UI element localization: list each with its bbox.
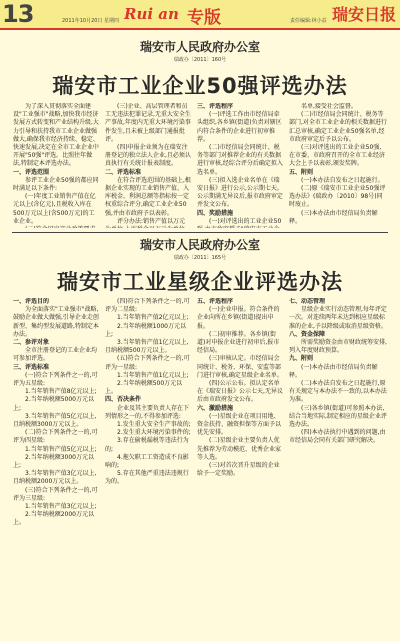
paragraph: 3.当年销售产值1亿元以上,且纳税额500万元以上。	[105, 339, 189, 355]
paragraph: (四)公示公布。拟认定名单在《瑞安日报》公示七天,无异议后由市政府发文公布。	[197, 380, 283, 404]
editor-line: 责任编辑:林小益	[290, 18, 327, 24]
article2-column-2	[105, 298, 191, 634]
section-heading: 五、评选程序	[197, 298, 234, 305]
paragraph: (一)对评选出的工业企业50	[209, 217, 282, 225]
paragraph: (二)市经信局会同统计、税务等部门,对全市工业企业的相关数据进行汇总审核,确定工业企业50强名单,经市政府审定后予以公布。	[289, 111, 387, 143]
article2-column-1	[13, 298, 99, 634]
paragraph: 参评工业企业50强的都应同时满足以下条件:	[13, 176, 99, 193]
article2-doc-number: 瑞政办〔2011〕165号	[173, 255, 227, 261]
article-divider	[12, 232, 388, 233]
section-heading: 三、评选标准	[13, 363, 50, 371]
paragraph: (一)星级企业在项目用地、资金扶持、融资担保等方面予以优先安排。	[197, 412, 282, 437]
paragraph: 5.存在其他严重违法违规行为的。	[105, 470, 189, 486]
paragraph: (三)对首次晋升星级的企业给予一定奖励。	[197, 462, 280, 478]
paragraph: 评分办法:销售产值以万元	[117, 217, 186, 225]
paragraph: (二)初审推荐。各乡镇(街道)对申报企业进行初审后,报市经信局。	[197, 330, 280, 355]
header-rule	[0, 28, 400, 30]
paragraph: 星级企业实行动态管理,每年评定一次。对连续两年未达到相应星级标准的企业,予以降级或取消星级资格。	[289, 306, 387, 330]
paragraph: (一)本办法由市经信局负责解释。	[289, 363, 378, 379]
section-heading: 六、激励措施	[197, 404, 234, 412]
section-heading: 二、评选标准	[105, 168, 142, 176]
paragraph: 1.当年销售产值2亿元以上;	[117, 314, 189, 322]
paragraph: 企业及其主要负责人存在下列情形之一的,不得参加评选:	[105, 404, 190, 420]
paragraph	[13, 226, 99, 228]
paragraph: 3.存在偷税漏税等违法行为的;	[105, 437, 189, 453]
section-heading: 九、附则	[289, 355, 314, 363]
paragraph: 2.当年纳税额2000万元以上。	[13, 511, 94, 527]
paragraph: 所需奖励资金由市财政统筹安排,列入年度财政预算。	[289, 339, 387, 355]
article1-column-1	[13, 103, 99, 228]
paragraph: 2.当年纳税额500万元以上。	[105, 380, 183, 396]
paragraph: 3.当年销售产值5亿元以上,且纳税额3000万元以上。	[13, 412, 97, 429]
paragraph: (三)对评选出的工业企业50强,在市委、市政府召开的全市工业经济大会上予以表彰,颁发奖牌。	[289, 144, 386, 168]
paragraph: 4.拖欠职工工资造成不良影响的;	[105, 453, 189, 470]
paragraph: (二)市经信局会同统计、税务等部门对推荐企业的有关数据进行审核,经综合评分后确定拟入选名单。	[197, 144, 283, 176]
paragraph: 2.当年纳税额3000万元以上;	[13, 453, 94, 470]
paragraph: 1.当年销售产值3亿元以上;	[25, 503, 97, 511]
article2-issuer: 瑞安市人民政府办公室	[139, 238, 260, 252]
section-heading: 四、奖励措施	[197, 209, 234, 217]
romanized-masthead: Rui an	[124, 5, 179, 23]
paragraph: (一)本办法自发布之日起施行。	[301, 176, 384, 184]
paragraph: 为全面落实"工业强市"战略,鼓励企业做大做强,引导企业走创新型、集约型发展道路,特制定本办法。	[13, 306, 99, 338]
paragraph: 全市注册登记的工业企业均可参加评选。	[13, 347, 98, 363]
paragraph: 为了深入贯彻落实全面建设"工业强市"战略,加快我市经济发展方式转变和产业结构升级,大力引导和扶持我市工业企业做强做大,确保我市经济持续、稳定、快速发展,决定在全市工业企业中开展"50强"评选。比照往年做法,特制定本评选办法。	[13, 103, 99, 168]
section-heading: 一、评选范围	[13, 168, 50, 176]
section-label: 专版	[187, 8, 221, 28]
date-line: 2011年10月20日 星期四	[62, 18, 120, 24]
section-heading: 一、评选目的	[13, 298, 50, 305]
paragraph: (三)拟入选企业名单在《瑞安日报》进行公示,公示期七天。公示期满无异议后,报市政府审定并发文公布。	[197, 176, 283, 209]
article1-column-2	[105, 103, 191, 228]
paragraph: 名单,接受社会监督。	[301, 103, 357, 110]
section-heading: 四、否决条件	[105, 396, 142, 404]
paragraph: (二)符合下列条件之一的,可评为四星级:	[13, 429, 98, 445]
article1-column-4	[289, 103, 387, 228]
section-heading: 五、附则	[289, 168, 314, 176]
paragraph: (四)申报企业须为在瑞安注册登记的独立法人企业,且必须认真执行有关统计报表制度。	[105, 144, 191, 168]
paragraph: (三)符合下列条件之一的,可评为三星级:	[13, 486, 98, 502]
paragraph: 1.当年销售产值8亿元以上;	[25, 388, 97, 396]
section-heading: 二、参评对象	[13, 339, 50, 347]
paragraph: 1.发生重大安全生产事故的;	[117, 421, 191, 429]
article2-title: 瑞安市工业星级企业评选办法	[57, 270, 343, 294]
paragraph: (一)企业申报。符合条件的企业向所在乡镇(街道)提出申报。	[197, 306, 280, 330]
paragraph: (一)符合下列条件之一的,可评为五星级:	[13, 371, 98, 388]
section-heading: 八、资金保障	[289, 330, 326, 338]
paragraph: 3.当年销售产值3亿元以上,且纳税额2000万元以上。	[13, 470, 97, 486]
paragraph: 2.当年纳税额5000万元以上;	[13, 396, 94, 412]
paragraph: (一)评选工作由市经信局牵头组织,各乡镇(街道)负责对辖区内符合条件的企业进行初审推荐。	[197, 111, 282, 143]
paragraph: 2.发生重大环境污染事件的;	[117, 429, 191, 437]
paragraph: (三)审核认定。市经信局会同统计、税务、环保、安监等部门进行审核,确定星级企业名单。	[197, 355, 283, 379]
section-heading: 七、动态管理	[289, 298, 326, 305]
paragraph: 1.当年销售产值5亿元以上;	[25, 445, 97, 453]
page-number: 13	[2, 0, 34, 28]
paragraph: (四)本办法执行中遇到的问题,由市经信局会同有关部门研究解决。	[289, 429, 386, 445]
paragraph: (五)符合下列条件之一的,可评为一星级:	[105, 355, 190, 371]
article2-column-4	[289, 298, 387, 634]
article1-title: 瑞安市工业企业50强评选办法	[52, 74, 348, 98]
paragraph: 1.当年销售产值1亿元以上;	[117, 371, 189, 379]
paragraph: (二)本办法自发布之日起施行,原有关规定与本办法不一致的,以本办法为准。	[289, 380, 387, 404]
paragraph: (二)星级企业主要负责人优先推荐为劳动模范、优秀企业家等人选。	[197, 437, 282, 461]
article1-doc-number: 瑞政办〔2011〕160号	[173, 57, 227, 63]
section-heading: 三、评选程序	[197, 103, 234, 110]
page-header	[0, 0, 400, 30]
paragraph: (三)本办法由市经信局负责解释。	[289, 209, 378, 225]
article1-column-3	[197, 103, 283, 228]
paragraph: 在符合评选范围的基础上,根据企业实现的工业销售产值、入库税金、利润总额等指标按一定权重综合评分,确定工业企业50强,并由市政府予以表彰。	[105, 176, 191, 217]
paragraph: (二)原《瑞安市工业企业50强评选办法》(瑞政办〔2010〕98号)同时废止。	[289, 185, 386, 209]
paragraph: (三)企业、高层管理者和员工无违法犯罪记录,无重大安全生产事故,年度内无重大环境污染事件发生,且未被上级部门通报批评。	[105, 103, 191, 143]
paragraph: 2.当年纳税额1000万元以上;	[105, 322, 186, 338]
paragraph: (三)各乡镇(街道)可参照本办法,结合当地实际,制定相应的星级企业评选办法。	[289, 404, 387, 429]
article1-issuer: 瑞安市人民政府办公室	[139, 40, 260, 54]
paragraph: (四)符合下列条件之一的,可评为二星级:	[105, 298, 190, 314]
paper-logo: 瑞安日报	[331, 5, 396, 24]
article2-column-3	[197, 298, 283, 634]
paragraph: (一)年度工业销售产值在亿元以上(含亿元),且税收入库在500万元以上(含500万元)的工业企业。	[13, 193, 96, 225]
